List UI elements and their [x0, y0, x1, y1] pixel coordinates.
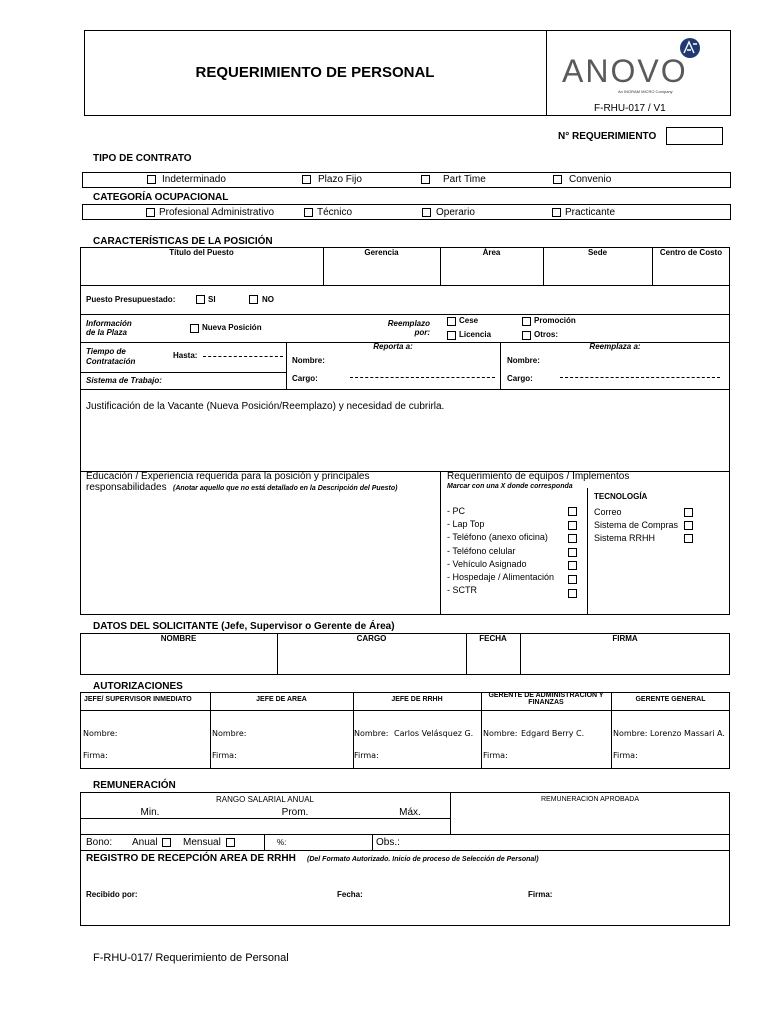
header-titulo-puesto: Título del Puesto — [169, 248, 234, 257]
row-divider — [80, 818, 450, 819]
obs-label: Obs.: — [376, 837, 400, 848]
tecnologia-compras: Sistema de Compras — [594, 520, 679, 530]
tiempo-label-2: Contratación — [86, 357, 136, 366]
row-divider — [80, 372, 286, 373]
solicitante-title: DATOS DEL SOLICITANTE (Jefe, Supervisor o Gerente de Área) — [93, 621, 395, 632]
row-divider — [80, 850, 730, 851]
auth-nombre-label-3: Nombre: — [354, 729, 389, 738]
label-practicante: Practicante — [565, 207, 616, 218]
equipo-celular: - Teléfono celular — [447, 546, 516, 556]
col-divider — [481, 692, 482, 769]
col-divider — [440, 471, 441, 615]
label-si: SI — [208, 295, 216, 304]
auth-firma-label-4: Firma: — [483, 751, 508, 760]
label-operario: Operario — [436, 207, 475, 218]
remuneracion-aprobada-label: REMUNERACION APROBADA — [540, 796, 640, 803]
row-divider — [80, 389, 730, 390]
justificacion-label: Justificación de la Vacante (Nueva Posición/Reemplazo) y necesidad de cubrirla. — [86, 401, 445, 412]
label-cese: Cese — [459, 316, 479, 325]
educacion-label-2: responsabilidades — [86, 482, 167, 493]
checkbox-part-time[interactable] — [421, 175, 430, 184]
posicion-box — [80, 247, 730, 615]
rango-salarial-label: RANGO SALARIAL ANUAL — [216, 795, 314, 804]
checkbox-promocion[interactable] — [522, 317, 531, 326]
anovo-logo — [560, 36, 720, 96]
header-sede: Sede — [587, 248, 608, 257]
auth-header-gerente-general: GERENTE GENERAL — [635, 696, 706, 703]
solicitante-nombre: NOMBRE — [160, 634, 197, 643]
form-code: F-RHU-017 / V1 — [594, 103, 666, 114]
label-plazo-fijo: Plazo Fijo — [318, 174, 362, 185]
checkbox-si[interactable] — [196, 295, 205, 304]
header-area: Área — [482, 248, 501, 257]
label-indeterminado: Indeterminado — [162, 174, 226, 185]
auth-nombre-label-4: Nombre: — [483, 729, 518, 738]
reporta-cargo-label: Cargo: — [292, 374, 318, 383]
checkbox-vehiculo[interactable] — [568, 561, 577, 570]
auth-name-4: Edgard Berry C. — [521, 729, 585, 738]
row-divider — [80, 710, 730, 711]
bono-label: Bono: — [86, 837, 113, 848]
equipo-hospedaje: - Hospedaje / Alimentación — [447, 572, 555, 582]
label-part-time: Part Time — [443, 174, 486, 185]
checkbox-correo[interactable] — [684, 508, 693, 517]
tecnologia-correo: Correo — [594, 507, 622, 517]
hasta-label: Hasta: — [173, 351, 198, 360]
label-no: NO — [262, 295, 274, 304]
checkbox-rrhh[interactable] — [684, 534, 693, 543]
solicitante-cargo: CARGO — [356, 634, 387, 643]
row-divider — [80, 834, 730, 835]
checkbox-plazo-fijo[interactable] — [302, 175, 311, 184]
checkbox-licencia[interactable] — [447, 331, 456, 340]
mensual-label: Mensual — [183, 837, 221, 848]
reporta-cargo-line — [350, 377, 495, 378]
checkbox-convenio[interactable] — [553, 175, 562, 184]
header-divider — [546, 30, 547, 116]
auth-header-jefe-area: JEFE DE AREA — [256, 696, 307, 703]
checkbox-hospedaje[interactable] — [568, 575, 577, 584]
checkbox-tecnico[interactable] — [304, 208, 313, 217]
reemplaza-cargo-label: Cargo: — [507, 374, 533, 383]
registro-fecha-label: Fecha: — [337, 890, 363, 899]
logo-tagline: An INGRAM MICRO Company — [618, 89, 673, 94]
checkbox-operario[interactable] — [422, 208, 431, 217]
solicitante-firma: FIRMA — [612, 634, 638, 643]
requerimiento-input[interactable] — [666, 127, 723, 145]
educacion-label-1: Educación / Experiencia requerida para la posición y principales — [86, 471, 370, 482]
label-licencia: Licencia — [459, 330, 492, 339]
reemplaza-nombre-label: Nombre: — [507, 356, 540, 365]
checkbox-pc[interactable] — [568, 507, 577, 516]
equipos-title: Requerimiento de equipos / Implementos — [447, 471, 630, 482]
auth-nombre-label-5: Nombre: — [613, 729, 648, 738]
checkbox-cese[interactable] — [447, 317, 456, 326]
label-promocion: Promoción — [534, 316, 576, 325]
auth-firma-label-3: Firma: — [354, 751, 379, 760]
categoria-title: CATEGORÍA OCUPACIONAL — [93, 192, 229, 203]
tecnologia-title: TECNOLOGÍA — [594, 492, 648, 501]
rango-min: Min. — [140, 807, 160, 818]
row-divider — [80, 314, 730, 315]
anual-label: Anual — [132, 837, 158, 848]
checkbox-telefono[interactable] — [568, 534, 577, 543]
presupuestado-label: Puesto Presupuestado: — [86, 295, 176, 304]
reemplazo-label-1: Reemplazo — [387, 319, 430, 328]
label-convenio: Convenio — [569, 174, 612, 185]
reemplaza-label: Reemplaza a: — [589, 342, 641, 351]
checkbox-no[interactable] — [249, 295, 258, 304]
sistema-label: Sistema de Trabajo: — [86, 376, 162, 385]
checkbox-nueva-posicion[interactable] — [190, 324, 199, 333]
checkbox-sctr[interactable] — [568, 589, 577, 598]
checkbox-otros[interactable] — [522, 331, 531, 340]
auth-firma-label-5: Firma: — [613, 751, 638, 760]
label-nueva-posicion: Nueva Posición — [202, 323, 262, 332]
tipo-contrato-title: TIPO DE CONTRATO — [93, 153, 192, 164]
educacion-note: (Anotar aquello que no está detallado en la Descripción del Puesto) — [173, 485, 398, 492]
reporta-label: Reporta a: — [373, 342, 413, 351]
footer-text: F-RHU-017/ Requerimiento de Personal — [93, 952, 289, 964]
tiempo-label-1: Tiempo de — [86, 347, 126, 356]
auth-nombre-label-2: Nombre: — [212, 729, 247, 738]
label-tecnico: Técnico — [317, 207, 353, 218]
rango-max: Máx. — [399, 807, 421, 818]
auth-name-3: Carlos Velásquez G. — [394, 729, 474, 738]
checkbox-celular[interactable] — [568, 548, 577, 557]
row-divider — [80, 285, 730, 286]
label-profesional: Profesional Administrativo — [159, 207, 275, 218]
reemplazo-label-2: por: — [414, 328, 430, 337]
auth-header-gerente-adm: GERENTE DE ADMINISTRACION Y FINANZAS — [488, 692, 604, 706]
checkbox-anual[interactable] — [162, 838, 171, 847]
hasta-line — [203, 356, 283, 357]
checkbox-profesional[interactable] — [146, 208, 155, 217]
porcentaje-label: %: — [277, 838, 287, 847]
checkbox-mensual[interactable] — [226, 838, 235, 847]
registro-note: (Del Formato Autorizado. Inicio de proceso de Selección de Personal) — [307, 856, 539, 863]
requerimiento-label: N° REQUERIMIENTO — [558, 131, 657, 142]
registro-firma-label: Firma: — [528, 890, 553, 899]
registro-title: REGISTRO DE RECEPCIÓN AREA DE RRHH — [86, 853, 296, 864]
auth-header-jefe-inmediato: JEFE/ SUPERVISOR INMEDIATO — [84, 696, 192, 703]
equipo-sctr: - SCTR — [447, 585, 477, 595]
header-gerencia: Gerencia — [364, 248, 399, 257]
header-centro-costo: Centro de Costo — [659, 248, 723, 257]
autorizaciones-title: AUTORIZACIONES — [93, 681, 183, 692]
col-divider — [264, 834, 265, 850]
page-title: REQUERIMIENTO DE PERSONAL — [195, 64, 435, 81]
checkbox-compras[interactable] — [684, 521, 693, 530]
col-divider — [587, 488, 588, 615]
rango-prom: Prom. — [281, 807, 309, 818]
checkbox-laptop[interactable] — [568, 521, 577, 530]
reemplaza-cargo-line — [560, 377, 720, 378]
auth-header-jefe-rrhh: JEFE DE RRHH — [391, 696, 443, 703]
recibido-label: Recibido por: — [86, 890, 138, 899]
reporta-nombre-label: Nombre: — [292, 356, 325, 365]
col-divider — [372, 834, 373, 850]
auth-name-5: Lorenzo Massari A. — [650, 729, 725, 738]
equipo-vehiculo: - Vehículo Asignado — [447, 559, 527, 569]
posicion-title: CARACTERÍSTICAS DE LA POSICIÓN — [93, 236, 273, 247]
equipo-pc: - PC — [447, 506, 465, 516]
solicitante-fecha: FECHA — [479, 634, 507, 643]
remuneracion-title: REMUNERACIÓN — [93, 780, 176, 791]
checkbox-indeterminado[interactable] — [147, 175, 156, 184]
equipo-telefono: - Teléfono (anexo oficina) — [447, 532, 548, 542]
info-plaza-label-1: Información — [86, 319, 132, 328]
equipos-note: Marcar con una X donde corresponda — [447, 483, 573, 490]
auth-firma-label-1: Firma: — [83, 751, 108, 760]
equipo-laptop: - Lap Top — [447, 519, 485, 529]
info-plaza-label-2: de la Plaza — [86, 328, 127, 337]
auth-firma-label-2: Firma: — [212, 751, 237, 760]
checkbox-practicante[interactable] — [552, 208, 561, 217]
logo-text: ANOVO — [562, 53, 688, 89]
label-otros: Otros: — [534, 330, 558, 339]
auth-nombre-label-1: Nombre: — [83, 729, 118, 738]
tecnologia-rrhh: Sistema RRHH — [594, 533, 656, 543]
